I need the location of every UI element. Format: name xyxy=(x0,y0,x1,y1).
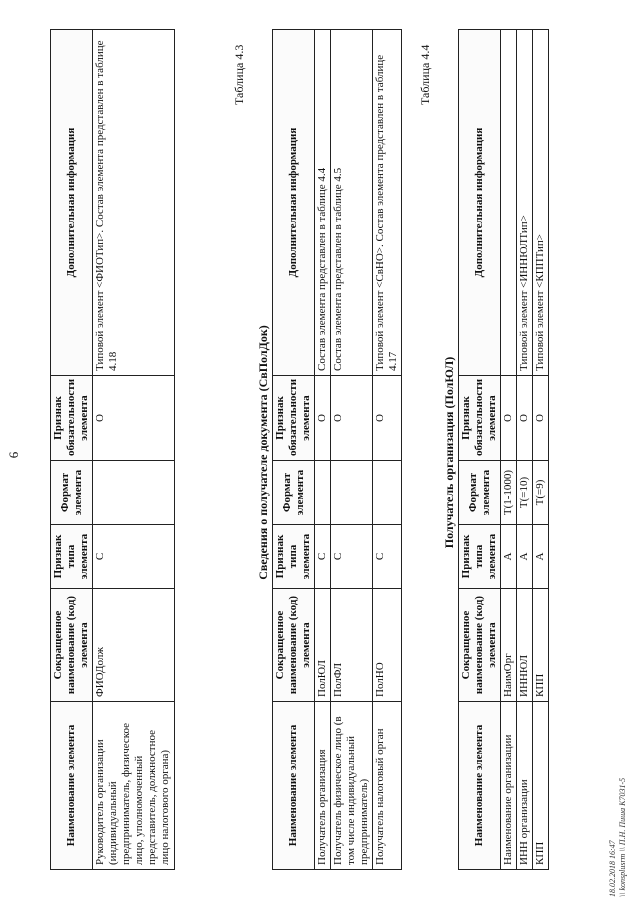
cell-code: ИННЮЛ xyxy=(517,589,533,702)
cell-name: Наименование организации xyxy=(501,702,517,870)
stamp-date: 18.02.2018 16:47 xyxy=(608,840,617,897)
table-row xyxy=(331,30,373,870)
header-code: Сокращенное наименование (код) элемента xyxy=(459,589,501,702)
cell-info: Типовой элемент <ИННЮЛТип> xyxy=(517,30,533,376)
cell-name: ИНН организации xyxy=(517,702,533,870)
header-format: Формат элемента xyxy=(273,461,315,525)
table-4-3 xyxy=(272,29,402,870)
header-info: Дополнительная информация xyxy=(51,30,93,376)
table-caption-4-3: Сведения о получателе документа (СвПолДок) xyxy=(256,325,270,580)
cell-format: T(=9) xyxy=(533,461,549,525)
cell-code: ПолНО xyxy=(373,589,402,702)
cell-info xyxy=(501,30,517,376)
header-info: Дополнительная информация xyxy=(459,30,501,376)
table-row xyxy=(373,30,402,870)
cell-type: С xyxy=(315,525,331,589)
table-continuation xyxy=(50,29,175,870)
table-4-4 xyxy=(458,29,549,870)
header-code: Сокращенное наименование (код) элемента xyxy=(273,589,315,702)
stamp-path: \\ konsplusrm \\ П.Н. Пиша К7031-5 xyxy=(618,777,627,897)
header-type: Признак типа элемента xyxy=(459,525,501,589)
cell-obligation: О xyxy=(501,376,517,461)
cell-name: Получатель налоговый орган xyxy=(373,702,402,870)
cell-info: Типовой элемент <ФИОТип>. Состав элемента представлен в таблице 4.18 xyxy=(93,30,175,376)
cell-obligation: О xyxy=(373,376,402,461)
print-stamp xyxy=(608,778,628,897)
cell-format: T(=10) xyxy=(517,461,533,525)
cell-code: НаимОрг xyxy=(501,589,517,702)
table-row xyxy=(501,30,517,870)
cell-type: А xyxy=(501,525,517,589)
cell-format xyxy=(315,461,331,525)
header-name: Наименование элемента xyxy=(51,702,93,870)
header-code: Сокращенное наименование (код) элемента xyxy=(51,589,93,702)
header-type: Признак типа элемента xyxy=(273,525,315,589)
page-number: 6 xyxy=(6,451,21,459)
cell-format xyxy=(93,461,175,525)
header-format: Формат элемента xyxy=(459,461,501,525)
cell-obligation: О xyxy=(517,376,533,461)
cell-type: А xyxy=(533,525,549,589)
cell-name: КПП xyxy=(533,702,549,870)
cell-format xyxy=(331,461,373,525)
cell-name: Руководитель организации (индивидуальный предприниматель, физическое лицо, уполномоченный представитель, должностное лицо налогового органа) xyxy=(93,702,175,870)
cell-format: T(1-1000) xyxy=(501,461,517,525)
header-name: Наименование элемента xyxy=(459,702,501,870)
table-label-4-3: Таблица 4.3 xyxy=(232,44,246,105)
header-info: Дополнительная информация xyxy=(273,30,315,376)
cell-obligation: О xyxy=(93,376,175,461)
cell-type: С xyxy=(93,525,175,589)
header-obligation: Признак обязательности элемента xyxy=(51,376,93,461)
cell-type: А xyxy=(517,525,533,589)
cell-format xyxy=(373,461,402,525)
header-type: Признак типа элемента xyxy=(51,525,93,589)
cell-type: С xyxy=(331,525,373,589)
cell-name: Получатель организация xyxy=(315,702,331,870)
cell-info: Состав элемента представлен в таблице 4.4 xyxy=(315,30,331,376)
table-row xyxy=(93,30,175,870)
header-name: Наименование элемента xyxy=(273,702,315,870)
cell-obligation: О xyxy=(315,376,331,461)
cell-info: Состав элемента представлен в таблице 4.5 xyxy=(331,30,373,376)
cell-info: Типовой элемент <СвНО>. Состав элемента представлен в таблице 4.17 xyxy=(373,30,402,376)
cell-name: Получатель физическое лицо (в том числе индивидуальный предприниматель) xyxy=(331,702,373,870)
header-obligation: Признак обязательности элемента xyxy=(459,376,501,461)
table-row xyxy=(517,30,533,870)
cell-info: Типовой элемент <КППТип> xyxy=(533,30,549,376)
table-row xyxy=(315,30,331,870)
cell-type: С xyxy=(373,525,402,589)
cell-code: ПолЮЛ xyxy=(315,589,331,702)
cell-code: ПолФЛ xyxy=(331,589,373,702)
header-obligation: Признак обязательности элемента xyxy=(273,376,315,461)
cell-obligation: О xyxy=(331,376,373,461)
cell-code: КПП xyxy=(533,589,549,702)
table-caption-4-4: Получатель организация (ПолЮЛ) xyxy=(442,356,456,549)
table-row xyxy=(533,30,549,870)
table-label-4-4: Таблица 4.4 xyxy=(418,44,432,105)
cell-obligation: О xyxy=(533,376,549,461)
cell-code: ФИОДолж xyxy=(93,589,175,702)
header-format: Формат элемента xyxy=(51,461,93,525)
